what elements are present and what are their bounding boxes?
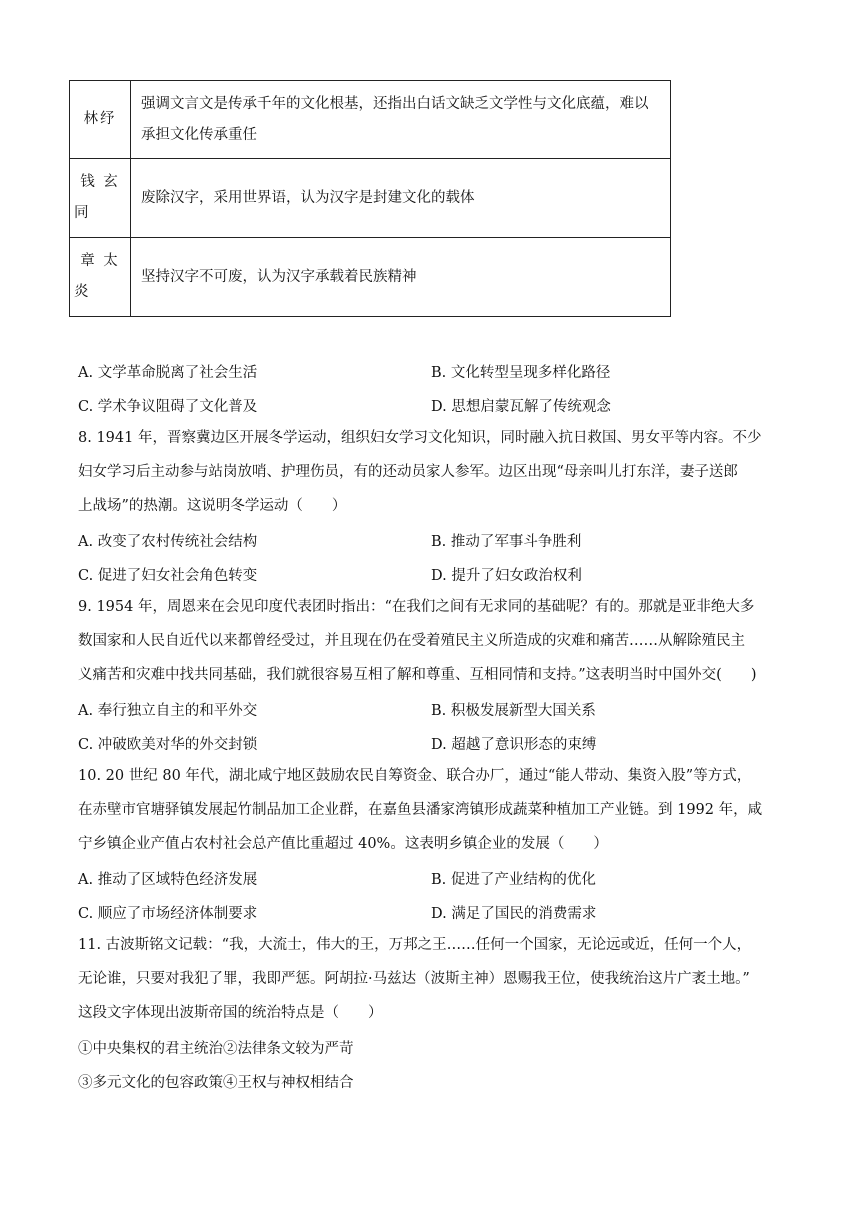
q10-stem-line: 10. 20 世纪 80 年代，湖北咸宁地区鼓励农民自筹资金、联合办厂，通过“能人带动、集资入股”等方式， — [78, 768, 752, 784]
q9-option-c[interactable]: C. 冲破欧美对华的外交封锁 — [78, 737, 258, 753]
q10-stem-line: 在赤壁市官塘驿镇发展起竹制品加工企业群，在嘉鱼县潘家湾镇形成蔬菜种植加工产业链。到 1992 年，咸 — [78, 802, 763, 818]
table-row — [70, 238, 671, 317]
q9-option-d[interactable]: D. 超越了意识形态的束缚 — [431, 737, 597, 753]
viewpoint-text: 强调文言文是传承千年的文化根基，还指出白话文缺乏文学性与文化底蕴，难以 — [141, 95, 649, 112]
q9-stem-line: 数国家和人民自近代以来都曾经受过，并且现在仍在受着殖民主义所造成的灾难和痛苦……从解除殖民主 — [78, 633, 745, 649]
table-row — [70, 81, 671, 159]
q10-stem — [78, 759, 784, 861]
q7-option-c[interactable]: C. 学术争议阻碍了文化普及 — [78, 399, 258, 415]
viewpoint-cell — [131, 159, 671, 238]
viewpoint-table — [69, 80, 671, 317]
person-name: 钱 玄 — [80, 174, 120, 190]
q9-option-a[interactable]: A. 奉行独立自主的和平外交 — [78, 703, 258, 719]
q8-stem — [78, 421, 784, 523]
table-row — [70, 159, 671, 238]
q8-option-c[interactable]: C. 促进了妇女社会角色转变 — [78, 568, 258, 584]
q8-stem-line: 妇女学习后主动参与站岗放哨、护理伤员，有的还动员家人参军。边区出现“母亲叫儿打东洋，妻子送郎 — [78, 464, 738, 480]
person-name: 林纾 — [83, 111, 117, 127]
q9-stem — [78, 590, 784, 692]
q8-option-a[interactable]: A. 改变了农村传统社会结构 — [78, 534, 258, 550]
q9-stem-line: 9. 1954 年，周恩来在会见印度代表团时指出：“在我们之间有无求同的基础呢？有的。那就是亚非绝大多 — [78, 599, 755, 615]
viewpoint-text: 坚持汉字不可废，认为汉字承载着民族精神 — [141, 268, 417, 285]
q8-stem-line: 8. 1941 年，晋察冀边区开展冬学运动，组织妇女学习文化知识，同时融入抗日救国、男女平等内容。不少 — [78, 430, 762, 446]
q11-item-line: ①中央集权的君主统治②法律条文较为严苛 — [78, 1041, 354, 1057]
q7-option-d[interactable]: D. 思想启蒙瓦解了传统观念 — [431, 399, 611, 415]
q10-stem-line: 宁乡镇企业产值占农村社会总产值比重超过 40%。这表明乡镇企业的发展（ ） — [78, 836, 608, 852]
q11-stem-line: 11. 古波斯铭文记载：“我，大流士，伟大的王，万邦之王……任何一个国家，无论远或近，任何一个人， — [78, 937, 752, 953]
person-name: 炎 — [74, 284, 91, 300]
q8-option-d[interactable]: D. 提升了妇女政治权利 — [431, 568, 582, 584]
person-name: 同 — [74, 205, 91, 221]
q7-option-a[interactable]: A. 文学革命脱离了社会生活 — [78, 365, 258, 381]
q11-stem — [78, 928, 784, 1030]
q11-item-line: ③多元文化的包容政策④王权与神权相结合 — [78, 1075, 354, 1091]
q11-stem-line: 这段文字体现出波斯帝国的统治特点是（ ） — [78, 1005, 383, 1021]
q10-option-b[interactable]: B. 促进了产业结构的优化 — [431, 872, 596, 888]
q10-option-a[interactable]: A. 推动了区域特色经济发展 — [78, 872, 258, 888]
q9-stem-line: 义痛苦和灾难中找共同基础，我们就很容易互相了解和尊重、互相同情和支持。”这表明当时中国外交( ) — [78, 667, 757, 683]
q9-option-b[interactable]: B. 积极发展新型大国关系 — [431, 703, 596, 719]
viewpoint-text: 承担文化传承重任 — [141, 126, 257, 143]
q10-option-d[interactable]: D. 满足了国民的消费需求 — [431, 906, 597, 922]
person-name-cell — [70, 81, 131, 159]
q11-stem-line: 无论谁，只要对我犯了罪，我即严惩。阿胡拉·马兹达（波斯主神）恩赐我王位，使我统治这片广袤土地。” — [78, 971, 750, 987]
q10-option-c[interactable]: C. 顺应了市场经济体制要求 — [78, 906, 258, 922]
q8-stem-line: 上战场”的热潮。这说明冬学运动（ ） — [78, 498, 347, 514]
q7-option-b[interactable]: B. 文化转型呈现多样化路径 — [431, 365, 611, 381]
viewpoint-cell — [131, 81, 671, 159]
q8-option-b[interactable]: B. 推动了军事斗争胜利 — [431, 534, 582, 550]
viewpoint-text: 废除汉字，采用世界语，认为汉字是封建文化的载体 — [141, 189, 475, 206]
person-name-cell — [70, 238, 131, 317]
person-name: 章 太 — [80, 253, 120, 269]
viewpoint-cell — [131, 238, 671, 317]
person-name-cell — [70, 159, 131, 238]
